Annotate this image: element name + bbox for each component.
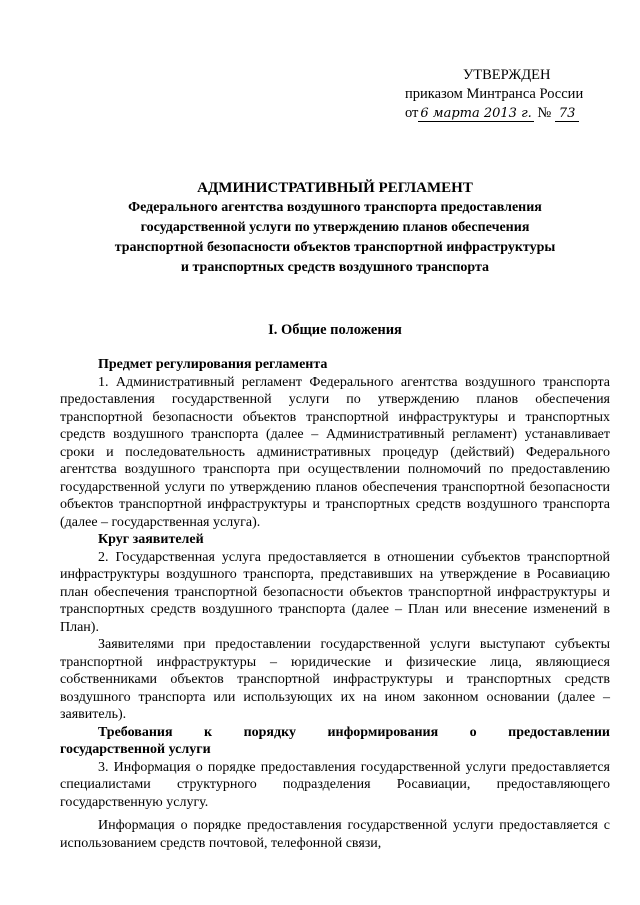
approved-label: УТВЕРЖДЕН: [463, 67, 551, 83]
approval-date-line: [405, 104, 605, 123]
requirements-heading-line2: государственной услуги: [60, 742, 211, 757]
number-prefix: №: [537, 105, 552, 121]
approved-by-order: приказом Минтранса России: [405, 86, 584, 102]
handwritten-number: 73: [555, 106, 580, 122]
title-main: АДМИНИСТРАТИВНЫЙ РЕГЛАМЕНТ: [197, 180, 473, 196]
date-prefix: от: [405, 105, 419, 121]
requirements-heading: Требования к порядку информирования о предоставлении: [98, 724, 610, 740]
paragraph-5: Информация о порядке предоставления государственной услуги предоставляется с использованием средств почтовой, телефонной связи,: [60, 818, 610, 851]
title-line-1: Федерального агентства воздушного транспорта предоставления: [128, 200, 542, 215]
paragraph-2: 2. Государственная услуга предоставляется в отношении субъектов транспортной инфраструктуры воздушного транспорта, представивших на утверждение в Росавиацию план обеспечения транспортной безопасности объектов транспортной инфраструктуры и транспортных средств воздушного транспорта (далее – План или внесение изменений в План).: [60, 549, 610, 635]
section-heading: I. Общие положения: [268, 322, 402, 338]
subject-heading: Предмет регулирования регламента: [98, 357, 328, 372]
paragraph-1: 1. Административный регламент Федерального агентства воздушного транспорта предоставления государственной услуги по утверждению планов обеспечения транспортной безопасности объектов транспортной инфраструктуры и транспортных средств воздушного транспорта (далее – Административный регламент) устанавливает сроки и последовательность административных процедур (действий) Федерального агентства воздушного транспорта при осуществлении полномочий по предоставлению государственной услуги по утверждению планов обеспечения транспортной безопасности объектов транспортной инфраструктуры и транспортных средств воздушного транспорта (далее – государственная услуга).: [60, 374, 610, 530]
applicants-heading: Круг заявителей: [98, 532, 204, 547]
title-line-3: транспортной безопасности объектов транспортной инфраструктуры: [114, 240, 556, 255]
approval-stamp: [405, 66, 605, 123]
title-line-2: государственной услуги по утверждению планов обеспечения: [140, 220, 530, 235]
handwritten-date: 6 марта 2013 г.: [420, 106, 532, 121]
title-line-4: и транспортных средств воздушного транспорта: [180, 260, 490, 275]
document-body: [60, 356, 610, 852]
paragraph-4: 3. Информация о порядке предоставления государственной услуги предоставляется специалистами структурного подразделения Росавиации, предоставляющего государственную услугу.: [60, 759, 610, 810]
document-title: [60, 178, 610, 278]
paragraph-3: Заявителями при предоставлении государственной услуги выступают субъекты транспортной инфраструктуры – юридические и физические лица, являющиеся собственниками объектов транспортной инфраструктуры и транспортных средств воздушного транспорта или использующих их на ином законном основании (далее – заявитель).: [60, 637, 610, 722]
